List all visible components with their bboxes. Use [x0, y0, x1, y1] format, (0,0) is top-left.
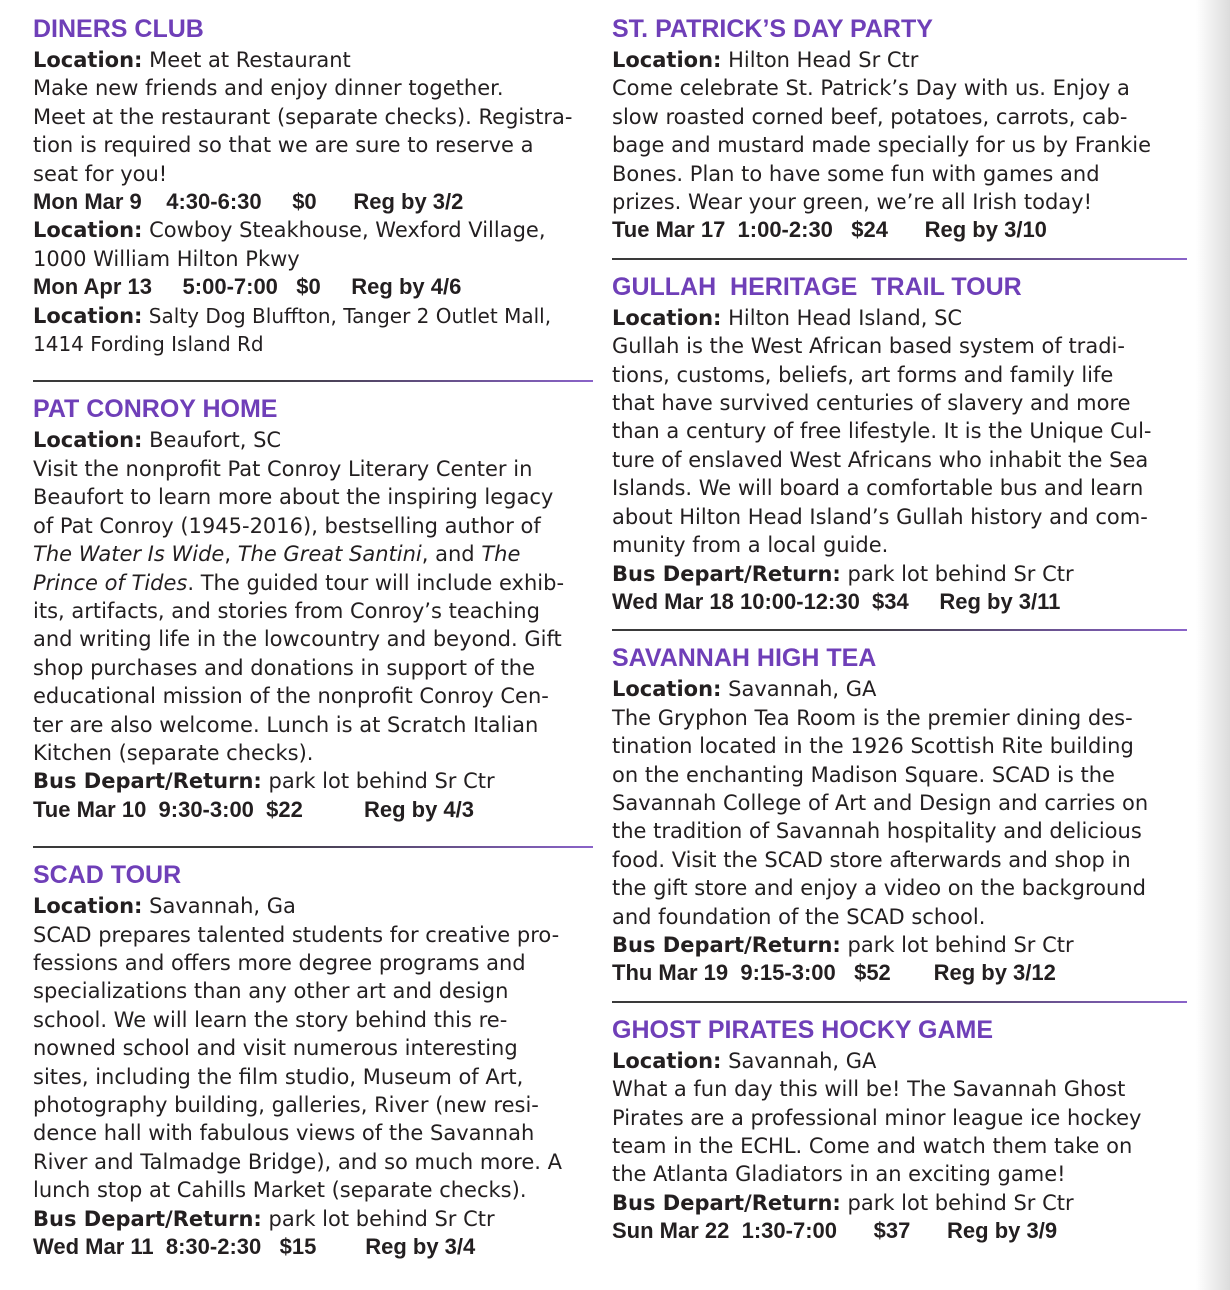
event-scad-tour [33, 858, 593, 1261]
section-divider [33, 380, 593, 382]
location-label: Location: [33, 428, 143, 453]
location-value: Hilton Head Island, SC [721, 305, 963, 330]
location-label: Location: [612, 48, 722, 72]
location-line [33, 892, 593, 920]
description-text: . The guided tour will include exhib- [187, 570, 565, 595]
book-title: Prince of Tides [33, 570, 188, 595]
location-line [33, 216, 593, 244]
section-divider [612, 258, 1187, 260]
description-line: prizes. Wear your green, we’re all Irish today! [612, 190, 1093, 215]
location-value: Hilton Head Sr Ctr [721, 48, 919, 72]
schedule-line: Tue Mar 10 9:30-3:00 $22 Reg by 4/3 [33, 796, 475, 822]
bus-label: Bus Depart/Return: [33, 769, 262, 794]
bus-label: Bus Depart/Return: [33, 1206, 262, 1231]
description-line: that have survived centuries of slavery and more [612, 391, 1131, 416]
location-label: Location: [33, 894, 143, 919]
location-line [33, 426, 593, 454]
description-line: the Atlanta Gladiators in an exciting game! [612, 1162, 1066, 1187]
bus-line [612, 931, 1187, 959]
description-line: slow roasted corned beef, potatoes, carrots, cab- [612, 104, 1128, 129]
bus-line [33, 767, 593, 795]
section-divider [33, 846, 593, 848]
description-line: of Pat Conroy (1945-2016), bestselling author of [33, 513, 541, 538]
description-line: Bones. Plan to have some fun with games and [612, 161, 1100, 186]
separator-text: , and [421, 542, 482, 567]
bus-line [612, 1189, 1187, 1217]
location-label: Location: [612, 1048, 722, 1073]
location-label: Location: [33, 303, 143, 328]
description-line: lunch stop at Cahills Market (separate checks). [33, 1178, 527, 1203]
description-line: ture of enslaved West Africans who inhabit the Sea [612, 447, 1149, 472]
location-line [612, 1047, 1187, 1075]
left-column [33, 12, 593, 1261]
event-pat-conroy-home [33, 392, 593, 824]
location-value: Savannah, Ga [142, 894, 296, 919]
description-line: its, artifacts, and stories from Conroy’s teaching [33, 598, 540, 623]
description-line: tination located in the 1926 Scottish Rite building [612, 734, 1134, 759]
event-title: DINERS CLUB [33, 15, 204, 43]
description-line: school. We will learn the story behind this re- [33, 1007, 508, 1032]
description-line: team in the ECHL. Come and watch them take on [612, 1134, 1133, 1158]
schedule-line: Sun Mar 22 1:30-7:00 $37 Reg by 3/9 [612, 1218, 1058, 1244]
schedule-line: Thu Mar 19 9:15-3:00 $52 Reg by 3/12 [612, 960, 1056, 986]
description-line [33, 569, 593, 597]
right-column [612, 12, 1187, 1246]
description-line: tions, customs, beliefs, art forms and family life [612, 362, 1114, 387]
bus-label: Bus Depart/Return: [612, 561, 841, 586]
event-title: GHOST PIRATES HOCKY GAME [612, 1015, 994, 1044]
location-address: 1000 William Hilton Pkwy [33, 246, 300, 271]
event-savannah-high-tea [612, 641, 1187, 987]
description-line: Make new friends and enjoy dinner together. [33, 76, 504, 101]
description-line: sites, including the film studio, Museum of Art, [33, 1064, 524, 1089]
description-line: educational mission of the nonprofit Conroy Cen- [33, 684, 549, 709]
description-line: dence hall with fabulous views of the Savannah [33, 1121, 535, 1146]
description-line [33, 540, 593, 568]
event-gullah-heritage-trail-tour [612, 270, 1187, 616]
event-title: GULLAH HERITAGE TRAIL TOUR [612, 272, 1022, 301]
book-title: The [481, 542, 521, 567]
location-line [33, 302, 593, 330]
location-address: 1414 Fording Island Rd [33, 332, 264, 357]
description-line: specializations than any other art and design [33, 979, 509, 1004]
description-line: Gullah is the West African based system of tradi- [612, 334, 1125, 359]
description-line: Pirates are a professional minor league ice hockey [612, 1105, 1142, 1130]
bus-value: park lot behind Sr Ctr [261, 1206, 495, 1231]
location-line [612, 675, 1187, 703]
schedule-line: Mon Apr 13 5:00-7:00 $0 Reg by 4/6 [33, 274, 462, 300]
section-divider [612, 1001, 1187, 1003]
schedule-line: Wed Mar 18 10:00-12:30 $34 Reg by 3/11 [612, 588, 1061, 614]
location-label: Location: [33, 218, 143, 243]
event-title: SCAD TOUR [33, 861, 182, 890]
description-line: munity from a local guide. [612, 533, 889, 558]
description-line: food. Visit the SCAD store afterwards and shop in [612, 847, 1131, 872]
bus-value: park lot behind Sr Ctr [840, 932, 1074, 957]
event-ghost-pirates-hockey-game [612, 1013, 1187, 1246]
section-divider [612, 629, 1187, 631]
location-value: Meet at Restaurant [142, 48, 351, 72]
location-line [612, 304, 1187, 332]
description-line: photography building, galleries, River (new resi- [33, 1093, 539, 1117]
description-line: Come celebrate St. Patrick’s Day with us. Enjoy a [612, 76, 1130, 101]
description-line: Savannah College of Art and Design and carries on [612, 790, 1149, 815]
description-line: Islands. We will board a comfortable bus and learn [612, 476, 1144, 501]
bus-value: park lot behind Sr Ctr [840, 1190, 1074, 1215]
location-value: Cowboy Steakhouse, Wexford Village, [142, 218, 546, 243]
description-line: the gift store and enjoy a video on the background [612, 876, 1146, 901]
event-diners-club [33, 12, 593, 358]
book-title: The Great Santini [237, 542, 422, 567]
description-line: on the enchanting Madison Square. SCAD is the [612, 762, 1115, 787]
location-line [612, 46, 1187, 74]
schedule-line: Tue Mar 17 1:00-2:30 $24 Reg by 3/10 [612, 217, 1047, 243]
description-line: What a fun day this will be! The Savannah Ghost [612, 1077, 1126, 1102]
description-line: Visit the nonprofit Pat Conroy Literary Center in [33, 456, 533, 481]
description-line: about Hilton Head Island’s Gullah history and com- [612, 504, 1148, 529]
location-value: Savannah, GA [721, 1048, 877, 1073]
page-edge-shadow [1196, 0, 1230, 1290]
description-line: seat for you! [33, 161, 168, 186]
description-line: and foundation of the SCAD school. [612, 904, 986, 929]
schedule-line: Mon Mar 9 4:30-6:30 $0 Reg by 3/2 [33, 189, 464, 215]
description-line: tion is required so that we are sure to reserve a [33, 133, 534, 158]
description-line: than a century of free lifestyle. It is the Unique Cul- [612, 419, 1152, 444]
location-label: Location: [33, 48, 143, 72]
bus-line [612, 560, 1187, 588]
bus-value: park lot behind Sr Ctr [261, 769, 495, 794]
event-st-patricks-day-party [612, 12, 1187, 245]
event-title: SAVANNAH HIGH TEA [612, 644, 877, 673]
description-line: Meet at the restaurant (separate checks). Registra- [33, 104, 573, 129]
book-title: The Water Is Wide [33, 542, 225, 567]
description-line: Kitchen (separate checks). [33, 740, 314, 765]
description-line: nowned school and visit numerous interesting [33, 1036, 518, 1061]
event-title: PAT CONROY HOME [33, 395, 278, 424]
location-value: Salty Dog Bluffton, Tanger 2 Outlet Mall, [142, 303, 552, 328]
description-line: SCAD prepares talented students for creative pro- [33, 922, 560, 947]
bus-label: Bus Depart/Return: [612, 1190, 841, 1215]
location-line [33, 46, 593, 74]
location-label: Location: [612, 677, 722, 702]
location-label: Location: [612, 305, 722, 330]
description-line: The Gryphon Tea Room is the premier dining des- [612, 705, 1133, 730]
description-line: Beaufort to learn more about the inspiring legacy [33, 485, 554, 510]
description-line: shop purchases and donations in support of the [33, 655, 536, 680]
description-line: and writing life in the lowcountry and beyond. Gift [33, 627, 562, 652]
description-line: ter are also welcome. Lunch is at Scratch Italian [33, 712, 539, 737]
separator-text: , [224, 542, 238, 567]
bus-label: Bus Depart/Return: [612, 932, 841, 957]
description-line: fessions and offers more degree programs and [33, 950, 526, 975]
description-line: bage and mustard made specially for us by Frankie [612, 133, 1152, 158]
bus-value: park lot behind Sr Ctr [840, 561, 1074, 586]
description-line: River and Talmadge Bridge), and so much more. A [33, 1149, 562, 1174]
description-line: the tradition of Savannah hospitality and delicious [612, 819, 1142, 844]
bus-line [33, 1205, 593, 1233]
schedule-line: Wed Mar 11 8:30-2:30 $15 Reg by 3/4 [33, 1234, 476, 1260]
location-value: Beaufort, SC [142, 428, 282, 453]
location-value: Savannah, GA [721, 677, 877, 702]
event-title: ST. PATRICK’S DAY PARTY [612, 15, 933, 43]
